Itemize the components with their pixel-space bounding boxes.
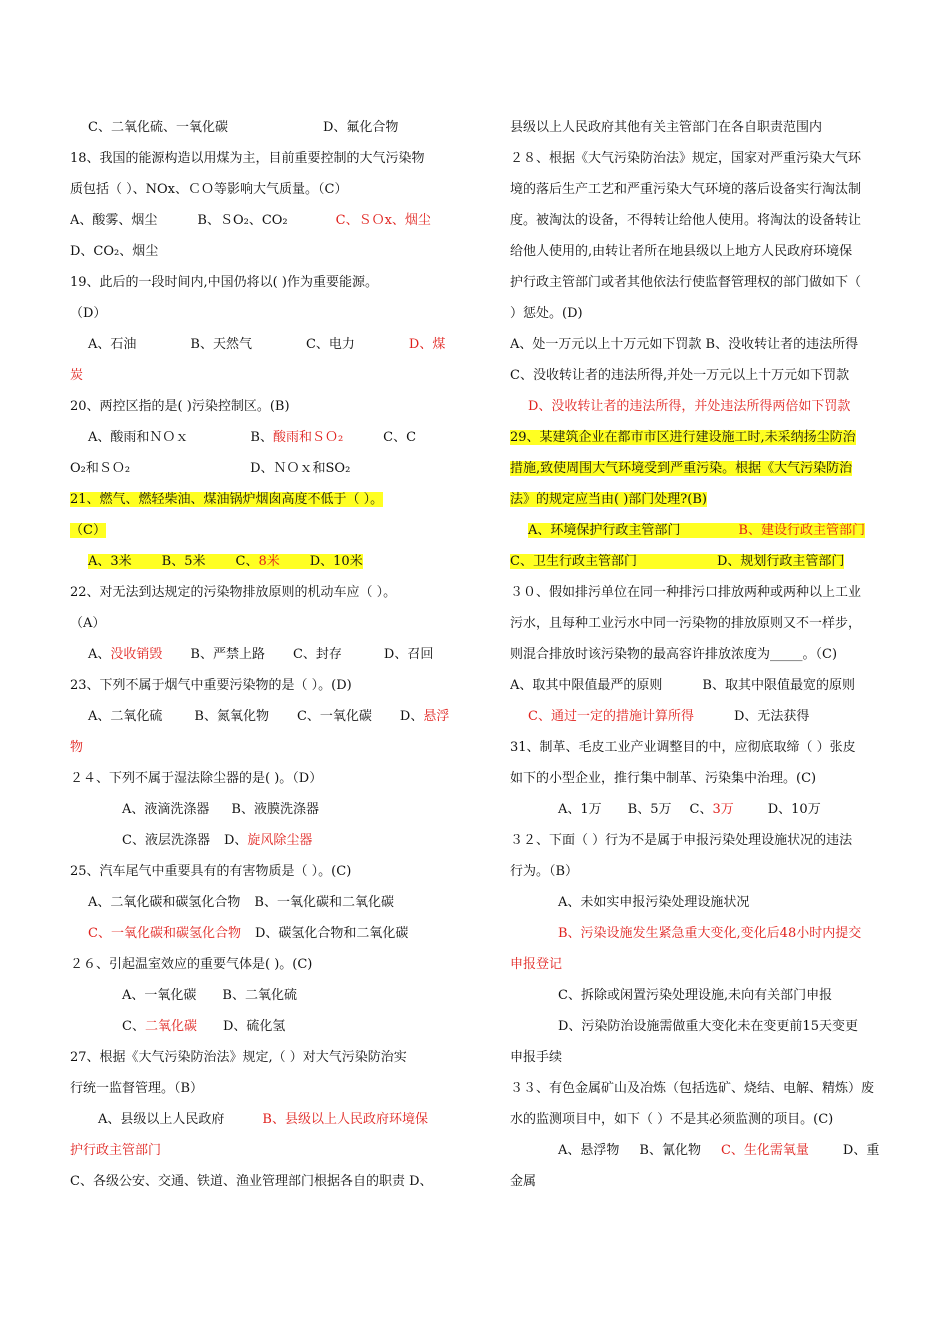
text-line xyxy=(70,112,468,143)
text-line xyxy=(70,670,468,701)
answer-text: 旋风除尘器 xyxy=(247,833,313,848)
text-segment: D、ＮＯｘ和SO₂ xyxy=(250,461,351,476)
highlighted-text xyxy=(510,461,852,476)
text-line xyxy=(510,453,908,484)
right-column xyxy=(510,112,908,1197)
text-segment: ３２、下面（ ）行为不是属于申报污染处理设施状况的违法 xyxy=(510,833,853,848)
text-segment: C、二氧化硫、一氧化碳 xyxy=(88,120,228,135)
text-line xyxy=(510,701,908,732)
text-segment: 22、对无法到达规定的污染物排放原则的机动车应（ ）。 xyxy=(70,585,397,600)
text-segment: 度。被淘汰的设备，不得转让给他人使用。将淘汰的设备转让 xyxy=(510,213,862,228)
text-segment: 行统一监督管理。（B） xyxy=(70,1081,204,1096)
answer-text: 申报登记 xyxy=(510,957,563,972)
text-line xyxy=(510,143,908,174)
text-segment: 污水，且每种工业污水中同一污染物的排放原则又不一样步， xyxy=(510,616,862,631)
text-segment: C、拆除或闲置污染处理设施,未向有关部门申报 xyxy=(558,988,833,1003)
text-segment: ）惩处。(D) xyxy=(510,306,583,321)
text-segment: O₂和ＳＯ₂ xyxy=(70,461,131,476)
line-text xyxy=(528,399,850,414)
text-segment: B、天然气 xyxy=(190,337,252,352)
line-text xyxy=(510,368,849,383)
text-line xyxy=(510,112,908,143)
answer-text: 护行政主管部门 xyxy=(70,1143,162,1158)
text-line xyxy=(510,1042,908,1073)
highlighted-text xyxy=(70,492,383,507)
line-text xyxy=(70,182,347,197)
text-segment: C、 xyxy=(689,802,713,817)
text-line xyxy=(70,1011,468,1042)
text-line xyxy=(70,732,468,763)
text-line xyxy=(510,329,908,360)
answer-text: C、ＳＯx、烟尘 xyxy=(335,213,431,228)
answer-text: 没收销毁 xyxy=(110,647,163,662)
text-line xyxy=(510,484,908,515)
text-line xyxy=(70,360,468,391)
text-line xyxy=(70,794,468,825)
text-segment: 措施,致使周围大气环境受到严重污染。根据《大气污染防治 xyxy=(510,461,853,476)
line-text xyxy=(70,957,312,972)
line-text xyxy=(70,275,378,290)
text-line xyxy=(70,329,468,360)
line-text xyxy=(88,926,408,941)
text-line xyxy=(510,267,908,298)
answer-text: D、煤 xyxy=(408,337,446,352)
text-segment: A、3米 xyxy=(88,554,132,569)
line-text xyxy=(70,1081,203,1096)
line-text xyxy=(510,1112,833,1127)
text-segment: 18、我国的能源构造以用煤为主，目前重要控制的大气污染物 xyxy=(70,151,425,166)
text-segment: 则混合排放时该污染物的最高容许排放浓度为_____。（C) xyxy=(510,647,838,662)
text-segment: B、一氧化碳和二氧化碳 xyxy=(254,895,394,910)
text-segment: C、液层洗涤器 xyxy=(122,833,210,848)
text-segment: D、碳氢化合物和二氧化碳 xyxy=(254,926,409,941)
text-segment: 21、燃气、燃轻柴油、煤油锅炉烟囱高度不低于（ ）。 xyxy=(70,492,384,507)
line-text xyxy=(510,833,852,848)
text-segment: 申报手续 xyxy=(510,1050,563,1065)
answer-text: B、建设行政主管部门 xyxy=(738,523,865,538)
text-segment: A、取其中限值最严的原则 xyxy=(510,678,663,693)
line-text xyxy=(510,616,861,631)
text-line xyxy=(510,1135,908,1166)
text-segment: 金属 xyxy=(510,1174,537,1189)
text-segment: 29、某建筑企业在都市市区进行建设施工时,未采纳扬尘防治 xyxy=(510,430,856,445)
line-text xyxy=(122,988,297,1003)
text-segment: C、各级公安、交通、铁道、渔业管理部门根据各自的职责 D、 xyxy=(70,1174,433,1189)
text-segment: D、规划行政主管部门 xyxy=(716,554,845,569)
line-text xyxy=(510,337,858,352)
text-line xyxy=(70,701,468,732)
text-line xyxy=(510,577,908,608)
line-text xyxy=(122,833,312,848)
line-text xyxy=(88,709,449,724)
text-segment: D、10米 xyxy=(309,554,363,569)
text-line xyxy=(510,856,908,887)
text-line xyxy=(510,1073,908,1104)
text-line xyxy=(70,205,468,236)
highlighted-text xyxy=(88,554,363,569)
line-text xyxy=(88,337,445,352)
text-line xyxy=(510,205,908,236)
text-segment: B、严禁上路 xyxy=(190,647,265,662)
text-segment: 行为。（B） xyxy=(510,864,579,879)
line-text xyxy=(88,430,416,445)
text-line xyxy=(510,515,908,546)
line-text xyxy=(70,864,351,879)
text-segment: A、县级以上人民政府 xyxy=(98,1112,225,1127)
text-line xyxy=(70,143,468,174)
text-segment: 31、制革、毛皮工业产业调整目的中，应彻底取缔（ ）张皮 xyxy=(510,740,856,755)
answer-text: 炭 xyxy=(70,368,84,383)
text-line xyxy=(510,980,908,1011)
line-text xyxy=(558,1143,879,1158)
line-text xyxy=(88,647,433,662)
line-text xyxy=(510,306,583,321)
text-line xyxy=(510,1011,908,1042)
text-line xyxy=(510,763,908,794)
answer-text: 酸雨和ＳＯ₂ xyxy=(272,430,344,445)
text-line xyxy=(70,577,468,608)
text-segment: A、一氧化碳 xyxy=(122,988,197,1003)
text-line xyxy=(510,639,908,670)
text-segment: ２６、引起温室效应的重要气体是( )。(C) xyxy=(70,957,313,972)
text-line xyxy=(510,918,908,949)
text-line xyxy=(70,949,468,980)
text-line xyxy=(510,825,908,856)
text-segment: C、没收转让者的违法所得,并处一万元以上十万元如下罚款 xyxy=(510,368,850,383)
line-text xyxy=(510,957,562,972)
answer-text: C、通过一定的措施计算所得 xyxy=(528,709,694,724)
text-line xyxy=(510,391,908,422)
line-text xyxy=(70,771,322,786)
text-segment: D、氟化合物 xyxy=(322,120,399,135)
text-line xyxy=(70,856,468,887)
text-line xyxy=(70,484,468,515)
text-line xyxy=(510,546,908,577)
text-line xyxy=(510,298,908,329)
text-segment: B、取其中限值最宽的原则 xyxy=(702,678,855,693)
text-segment: D、召回 xyxy=(383,647,434,662)
line-text xyxy=(558,802,821,817)
line-text xyxy=(510,1081,874,1096)
text-segment: 20、两控区指的是( )污染控制区。(B) xyxy=(70,399,290,414)
left-column xyxy=(70,112,468,1197)
line-text xyxy=(510,647,837,662)
text-segment: D、无法获得 xyxy=(733,709,810,724)
text-segment: B、液膜洗涤器 xyxy=(231,802,319,817)
text-segment: A、未如实申报污染处理设施状况 xyxy=(558,895,750,910)
text-line xyxy=(70,515,468,546)
line-text xyxy=(70,740,83,755)
text-segment: D、 xyxy=(399,709,424,724)
text-line xyxy=(70,422,468,453)
line-text xyxy=(70,213,431,228)
answer-text: B、县级以上人民政府环境保 xyxy=(262,1112,428,1127)
text-segment: 给他人使用的,由转让者所在地县级以上地方人民政府环境保 xyxy=(510,244,853,259)
text-segment: C、一氧化碳 xyxy=(296,709,372,724)
text-segment: A、悬浮物 xyxy=(558,1143,620,1158)
text-segment: A、处一万元以上十万元如下罚款 B、没收转让者的违法所得 xyxy=(510,337,859,352)
text-segment: （A） xyxy=(70,616,106,631)
text-segment: A、1万 xyxy=(558,802,602,817)
text-segment: B、5万 xyxy=(627,802,672,817)
text-segment: B、5米 xyxy=(161,554,206,569)
answer-text: B、污染设施发生紧急重大变化,变化后48小时内提交 xyxy=(558,926,862,941)
highlighted-text xyxy=(528,523,865,538)
text-line xyxy=(70,825,468,856)
line-text xyxy=(510,120,822,135)
line-text xyxy=(528,709,809,724)
text-line xyxy=(510,1104,908,1135)
text-segment: 如下的小型企业，推行集中制革、污染集中治理。(C) xyxy=(510,771,817,786)
text-line xyxy=(70,1166,468,1197)
text-line xyxy=(70,1073,468,1104)
line-text xyxy=(510,1174,536,1189)
text-line xyxy=(70,267,468,298)
text-segment: 水的监测项目中，如下（ ）不是其必须监测的项目。(C) xyxy=(510,1112,834,1127)
line-text xyxy=(510,678,855,693)
line-text xyxy=(510,585,861,600)
text-segment: 23、下列不属于烟气中重要污染物的是（ ）。(D) xyxy=(70,678,352,693)
text-segment: D、硫化氢 xyxy=(222,1019,286,1034)
line-text xyxy=(558,988,832,1003)
answer-text: 物 xyxy=(70,740,84,755)
line-text xyxy=(70,306,106,321)
text-segment: ３３、有色金属矿山及冶炼（包括选矿、烧结、电解、精炼）废 xyxy=(510,1081,875,1096)
answer-text: 8米 xyxy=(258,554,280,569)
text-line xyxy=(70,918,468,949)
highlighted-text xyxy=(510,554,844,569)
line-text xyxy=(70,461,350,476)
text-line xyxy=(510,887,908,918)
text-segment: ３０、假如排污单位在同一种排污口排放两种或两种以上工业 xyxy=(510,585,862,600)
text-line xyxy=(70,608,468,639)
answer-text: C、一氧化碳和碳氢化合物 xyxy=(88,926,241,941)
text-segment: ２４、下列不属于湿法除尘器的是( )。（D） xyxy=(70,771,323,786)
text-segment: A、 xyxy=(88,647,111,662)
line-text xyxy=(88,895,394,910)
text-segment: B、ＳO₂、CO₂ xyxy=(197,213,288,228)
text-line xyxy=(70,298,468,329)
text-line xyxy=(510,949,908,980)
highlighted-text xyxy=(70,523,106,538)
text-segment: A、石油 xyxy=(88,337,137,352)
text-segment: A、酸雾、烟尘 xyxy=(70,213,158,228)
text-line xyxy=(70,391,468,422)
line-text xyxy=(510,275,861,290)
line-text xyxy=(122,802,319,817)
text-segment: 县级以上人民政府其他有关主管部门在各自职责范围内 xyxy=(510,120,823,135)
text-segment: ２８、根据《大气污染防治法》规定，国家对严重污染大气环 xyxy=(510,151,862,166)
text-line xyxy=(70,174,468,205)
answer-text: 二氧化碳 xyxy=(144,1019,197,1034)
text-line xyxy=(70,763,468,794)
line-text xyxy=(70,151,425,166)
text-segment: D、重 xyxy=(842,1143,880,1158)
text-segment: C、电力 xyxy=(305,337,355,352)
text-line xyxy=(510,236,908,267)
text-line xyxy=(510,608,908,639)
text-line xyxy=(510,732,908,763)
text-segment: 25、汽车尾气中重要具有的有害物质是（ ）。(C) xyxy=(70,864,352,879)
text-line xyxy=(70,980,468,1011)
line-text xyxy=(70,244,158,259)
text-line xyxy=(510,1166,908,1197)
line-text xyxy=(558,1019,858,1034)
highlighted-text xyxy=(510,492,707,507)
text-segment: 境的落后生产工艺和严重污染大气环境的落后设备实行淘汰制 xyxy=(510,182,862,197)
text-segment: A、二氧化硫 xyxy=(88,709,163,724)
text-segment: D、CO₂、烟尘 xyxy=(70,244,159,259)
line-text xyxy=(70,368,83,383)
line-text xyxy=(558,895,749,910)
text-segment: A、液滴洗涤器 xyxy=(122,802,210,817)
line-text xyxy=(510,740,856,755)
line-text xyxy=(88,120,398,135)
text-line xyxy=(70,639,468,670)
line-text xyxy=(510,244,852,259)
line-text xyxy=(70,616,105,631)
text-segment: B、 xyxy=(250,430,273,445)
highlighted-text xyxy=(510,430,856,445)
text-segment: C、 xyxy=(122,1019,145,1034)
line-text xyxy=(70,1143,161,1158)
text-line xyxy=(70,1135,468,1166)
text-segment: 19、此后的一段时间内,中国仍将以( )作为重要能源。 xyxy=(70,275,378,290)
answer-text: 3万 xyxy=(712,802,734,817)
line-text xyxy=(70,678,352,693)
text-segment: B、氰化物 xyxy=(639,1143,701,1158)
text-line xyxy=(510,360,908,391)
text-segment: 27、根据《大气污染防治法》规定,（ ）对大气污染防治实 xyxy=(70,1050,407,1065)
line-text xyxy=(122,1019,285,1034)
text-line xyxy=(510,670,908,701)
text-line xyxy=(70,1104,468,1135)
text-line xyxy=(70,453,468,484)
text-line xyxy=(510,174,908,205)
text-line xyxy=(70,546,468,577)
answer-text: C、生化需氧量 xyxy=(720,1143,809,1158)
text-segment: D、10万 xyxy=(767,802,821,817)
line-text xyxy=(70,399,290,414)
text-line xyxy=(510,422,908,453)
line-text xyxy=(510,864,578,879)
text-segment: B、氮氧化物 xyxy=(194,709,269,724)
text-segment: （D） xyxy=(70,306,107,321)
line-text xyxy=(510,151,861,166)
line-text xyxy=(70,1050,407,1065)
line-text xyxy=(510,213,861,228)
text-segment: D、 xyxy=(223,833,248,848)
text-segment: C、C xyxy=(383,430,417,445)
text-line xyxy=(70,887,468,918)
text-segment: C、封存 xyxy=(292,647,342,662)
line-text xyxy=(70,1174,433,1189)
line-text xyxy=(510,182,861,197)
text-segment: D、污染防治设施需做重大变化未在变更前15天变更 xyxy=(558,1019,858,1034)
text-segment: A、二氧化碳和碳氢化合物 xyxy=(88,895,241,910)
text-segment: A、酸雨和ＮＯｘ xyxy=(88,430,189,445)
answer-text: 悬浮 xyxy=(423,709,450,724)
text-segment: 质包括（ ）、NOx、ＣＯ等影响大气质量。（C） xyxy=(70,182,348,197)
text-line xyxy=(510,794,908,825)
text-segment: A、环境保护行政主管部门 xyxy=(528,523,681,538)
text-line xyxy=(70,236,468,267)
line-text xyxy=(70,585,396,600)
text-segment: 护行政主管部门或者其他依法行使监督管理权的部门做如下（ xyxy=(510,275,862,290)
text-segment: B、二氧化硫 xyxy=(222,988,297,1003)
text-segment: 法》的规定应当由( )部门处理?(B) xyxy=(510,492,707,507)
line-text xyxy=(510,1050,562,1065)
line-text xyxy=(510,771,816,786)
line-text xyxy=(98,1112,428,1127)
text-line xyxy=(70,1042,468,1073)
answer-text: D、没收转让者的违法所得，并处违法所得两倍如下罚款 xyxy=(528,399,851,414)
text-segment: （C） xyxy=(70,523,106,538)
text-segment: C、卫生行政主管部门 xyxy=(510,554,637,569)
line-text xyxy=(558,926,861,941)
text-segment: C、 xyxy=(235,554,259,569)
